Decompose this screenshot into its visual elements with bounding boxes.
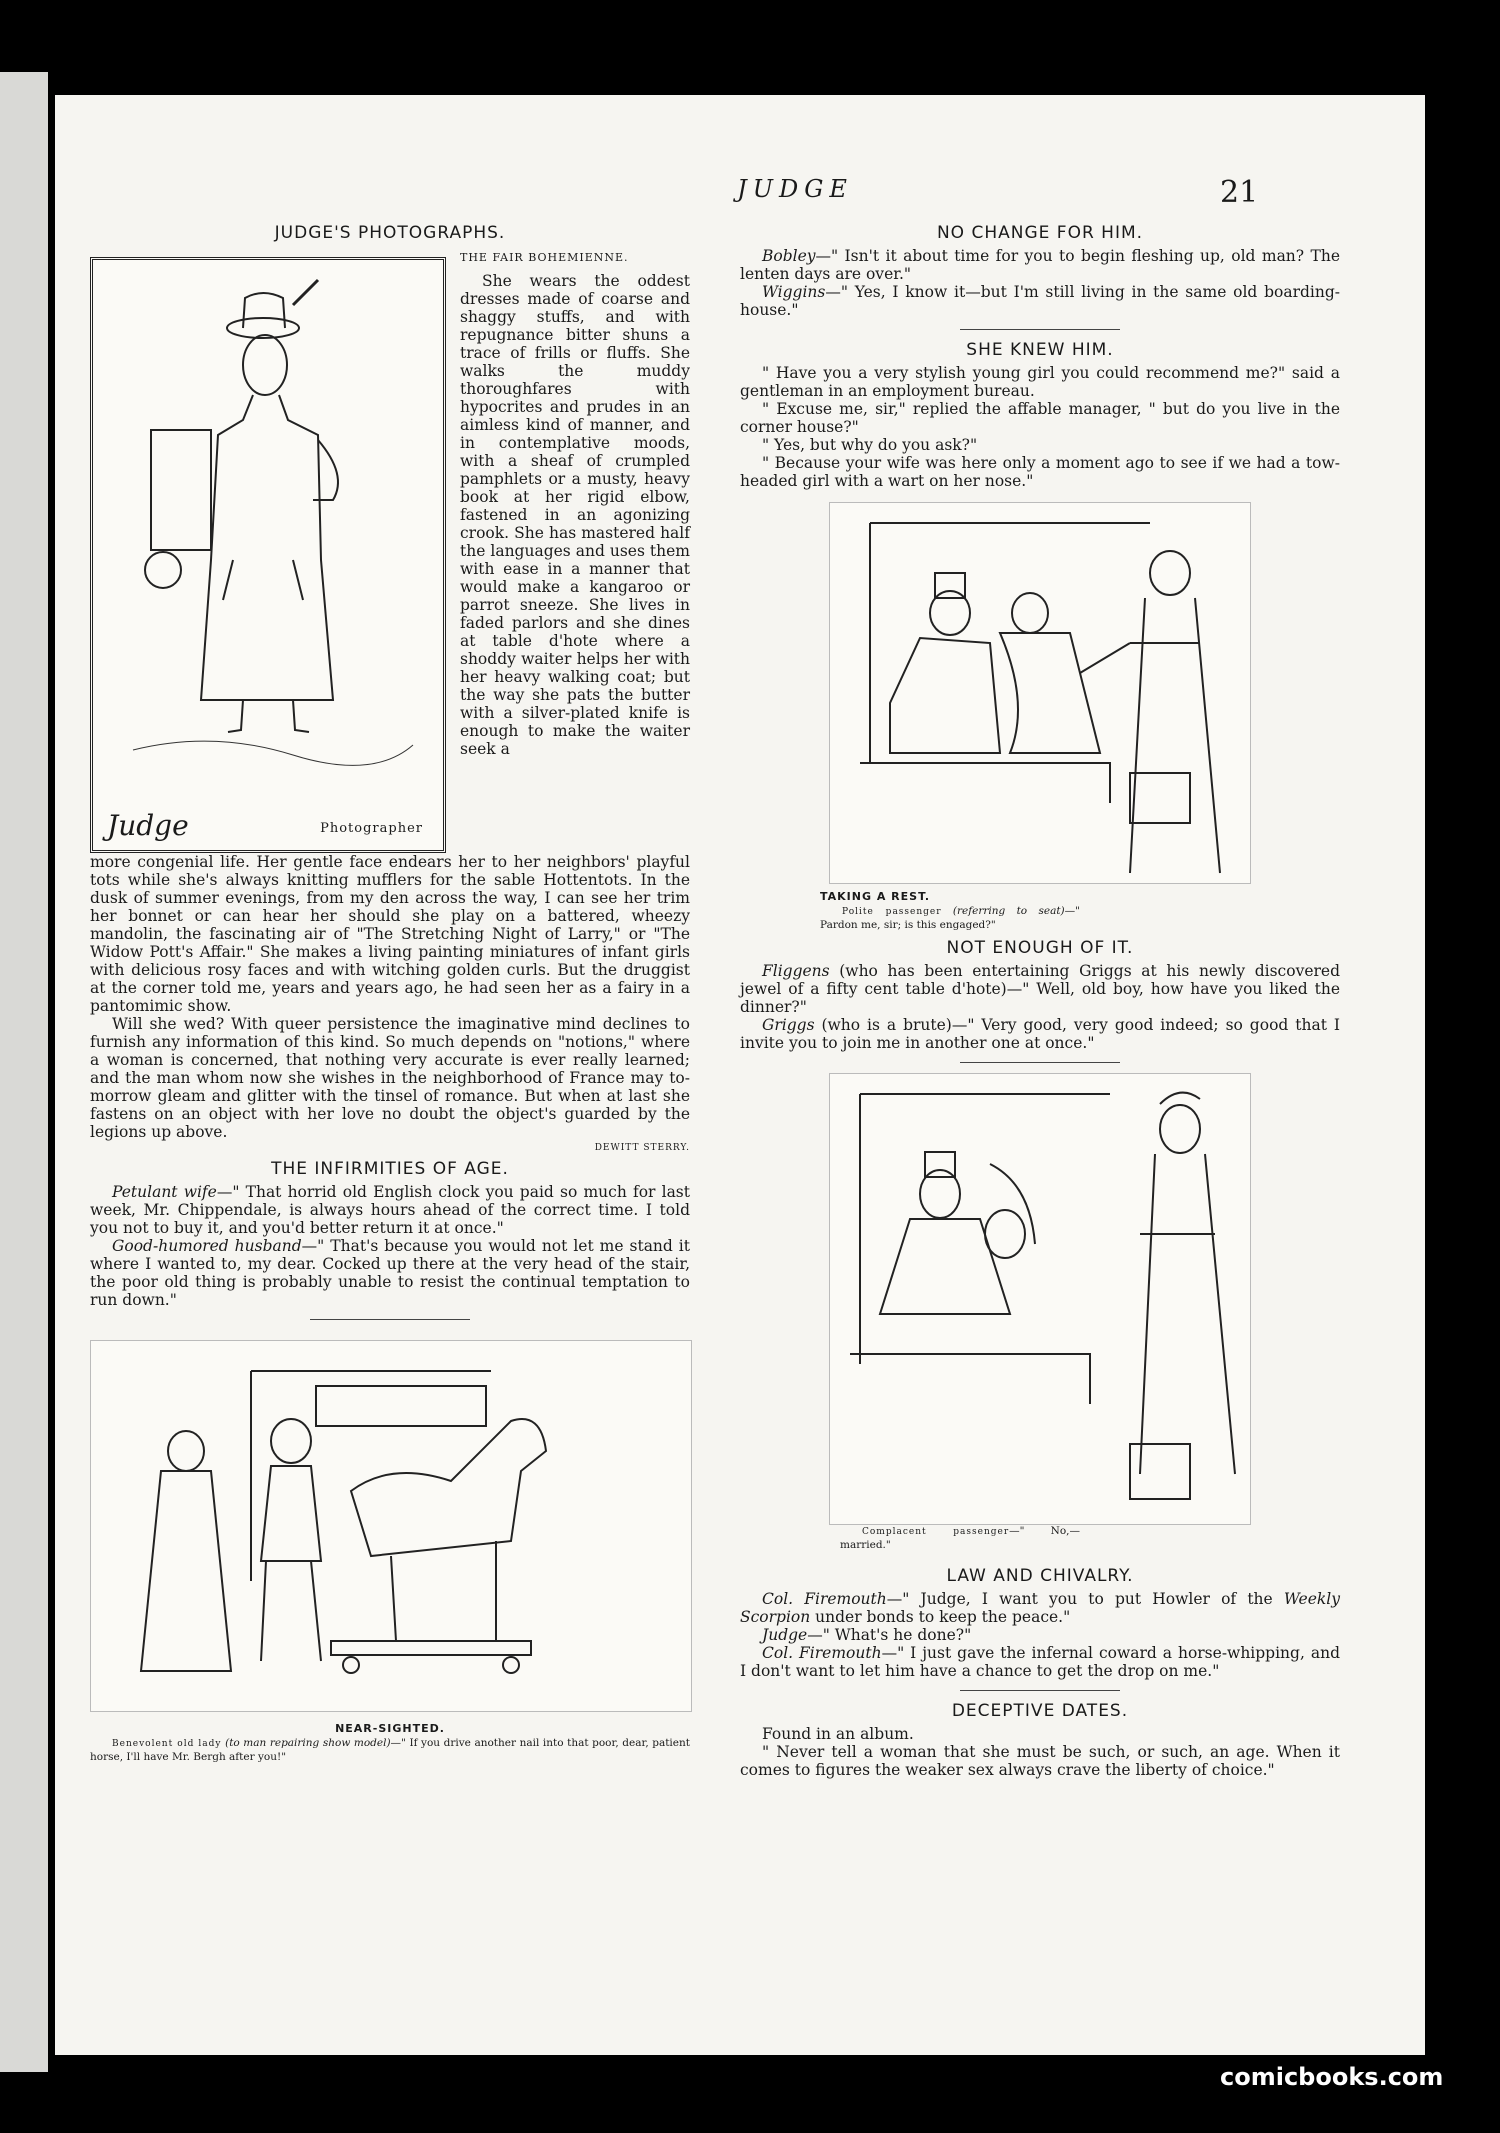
left-column — [90, 217, 690, 1764]
speaker: Fliggens — [762, 962, 830, 980]
law-chivalry-line-3 — [740, 1644, 1340, 1680]
speaker: Petulant wife — [112, 1183, 217, 1201]
she-knew-heading: SHE KNEW HIM. — [966, 340, 1114, 360]
dialogue: —" Pardon me, sir; is this engaged?" — [820, 905, 1080, 931]
law-chivalry-heading: LAW AND CHIVALRY. — [946, 1566, 1134, 1586]
dialogue: (who is a brute)—" Very good, very good indeed; so good that I invite you to join me in another one at once." — [740, 1016, 1340, 1052]
law-chivalry-line-2 — [740, 1626, 1340, 1644]
dialogue: —" If you drive another nail into that poor, dear, patient horse, I'll have Mr. Bergh after you!" — [90, 1737, 690, 1763]
no-change-heading: NO CHANGE FOR HIM. — [936, 223, 1144, 243]
complacent-caption — [840, 1525, 1080, 1552]
speaker: Judge — [762, 1626, 808, 1644]
near-sighted-title: NEAR-SIGHTED. — [335, 1722, 445, 1735]
divider — [310, 1319, 470, 1320]
speaker: Griggs — [762, 1016, 815, 1034]
deceptive-para: Found in an album. — [762, 1725, 914, 1743]
bohemienne-text: She wears the oddest dresses made of coarse and shaggy stuffs, and with repugnance bitter shuns a trace of frills or fluffs. She walks the muddy thoroughfares with hypocrites and prudes in an aimless kind of manner, and in contemplative moods, with a sheaf of crumpled pamphlets or a musty, heavy book at her rigid elbow, fastened in an agonizing crook. She has mastered half the languages and uses them with ease in a manner that would make a kangaroo or parrot sneeze. She lives in faded parlors and she dines at table d'hote where a shoddy waiter helps her with her heavy walking coat; but the way she pats the butter with a silver-plated knife is enough to make the waiter seek a — [460, 272, 690, 758]
she-knew-para: " Excuse me, sir," replied the affable manager, " but do you live in the corner house?" — [740, 400, 1340, 436]
dialogue: —" No,—married." — [840, 1525, 1080, 1551]
dialogue: under bonds to keep the peace." — [810, 1608, 1071, 1626]
complacent-figure — [740, 1073, 1340, 1525]
magazine-page — [55, 95, 1425, 2055]
photographs-heading: JUDGE'S PHOTOGRAPHS. — [274, 223, 506, 243]
photographs-subhead: THE FAIR BOHEMIENNE. — [460, 251, 629, 264]
right-column — [740, 217, 1340, 1779]
dialogue: —" Yes, I know it—but I'm still living in the same old boarding-house." — [740, 283, 1340, 319]
dialogue: —" I just gave the infernal coward a horse-whipping, and I don't want to let him have a chance to get the drop on me." — [740, 1644, 1340, 1680]
no-change-line-1 — [740, 247, 1340, 283]
photograph-card — [90, 257, 446, 853]
speaker: Benevolent old lady — [112, 1739, 222, 1749]
no-change-line-2 — [740, 283, 1340, 319]
she-knew-para: " Have you a very stylish young girl you could recommend me?" said a gentleman in an employment bureau. — [740, 364, 1340, 400]
not-enough-heading: NOT ENOUGH OF IT. — [946, 938, 1134, 958]
stage-direction: (to man repairing show model) — [225, 1737, 391, 1749]
taking-rest-title: TAKING A REST. — [820, 890, 931, 903]
speaker: Polite passenger — [842, 907, 942, 917]
dialogue: —" That's because you would not let me stand it where I wanted to, my dear. Cocked up there at the very head of the stair, the poor old thing is probably unable to resist the continual temptation to run down." — [90, 1237, 690, 1309]
bohemienne-illustration — [93, 260, 437, 790]
speaker: Good-humored husband — [112, 1237, 302, 1255]
masthead-title: JUDGE — [737, 175, 853, 203]
near-sighted-illustration — [90, 1340, 692, 1712]
dialogue: —" That horrid old English clock you paid so much for last week, Mr. Chippendale, is always hours ahead of the correct time. I told you not to buy it, and you'd better return it at once." — [90, 1183, 690, 1237]
dialogue: —" Judge, I want you to put Howler of the — [886, 1590, 1284, 1608]
speaker: Bobley — [762, 247, 816, 265]
infirmities-para-1 — [90, 1183, 690, 1237]
watermark: comicbooks.com — [1220, 2063, 1444, 2091]
dialogue: (who has been entertaining Griggs at his newly discovered jewel of a fifty cent table d'hote)—" Well, old boy, how have you liked the dinner?" — [740, 962, 1340, 1016]
card-photographer-label: Photographer — [320, 821, 423, 836]
deceptive-para: " Never tell a woman that she must be such, or such, an age. When it comes to figures the weaker sex always crave the liberty of choice." — [740, 1743, 1340, 1779]
taking-rest-illustration — [829, 502, 1251, 884]
speaker: Wiggins — [762, 283, 826, 301]
she-knew-para: " Because your wife was here only a moment ago to see if we had a tow-headed girl with a wart on her nose." — [740, 454, 1340, 490]
publication-name: Weekly Scorpion — [740, 1590, 1340, 1626]
photograph-section — [90, 247, 690, 853]
stage-direction: (referring to seat) — [952, 905, 1065, 917]
divider — [960, 1690, 1120, 1691]
taking-rest-figure — [740, 502, 1340, 884]
infirmities-para-2 — [90, 1237, 690, 1309]
complacent-illustration — [829, 1073, 1251, 1525]
taking-rest-caption — [820, 905, 1080, 932]
law-chivalry-line-1 — [740, 1590, 1340, 1626]
deceptive-heading: DECEPTIVE DATES. — [951, 1701, 1129, 1721]
bohemienne-continued-text: more congenial life. Her gentle face endears her to her neighbors' playful tots while she's always knitting mufflers for the sable Hottentots. In the dusk of summer evenings, from my den across the way, I can see her trim her bonnet or can hear her should she play on a battered, wheezy mandolin, the fascinating air of "The Stretching Night of Larry," or "The Widow Pott's Affair." She makes a living painting miniatures of infant girls with delicious rosy faces and with witching golden curls. But the druggist at the corner told me, years and years ago, he had seen her as a fairy in a pantomimic show. — [90, 853, 690, 1015]
dialogue: —" What's he done?" — [807, 1626, 972, 1644]
byline: DEWITT STERRY. — [594, 1143, 690, 1153]
speaker: Col. Firemouth — [762, 1590, 887, 1608]
speaker: Col. Firemouth — [762, 1644, 882, 1662]
she-knew-para: " Yes, but why do you ask?" — [762, 436, 978, 454]
facing-page-edge — [0, 72, 48, 2072]
speaker: Complacent passenger — [862, 1527, 1010, 1537]
taking-rest-caption-block — [820, 890, 1080, 932]
page-number: 21 — [1220, 175, 1259, 210]
bohemienne-closing-text: Will she wed? With queer persistence the imaginative mind declines to furnish any information of this kind. So much depends on "notions," where a woman is concerned, that nothing very accurate is ever really learned; and the man whom now she wishes in the neighborhood of France may to-morrow gleam and glitter with the tinsel of romance. But when at last she fastens on an object with her love no doubt the object's guarded by the legions up above. — [90, 1015, 690, 1141]
not-enough-line-2 — [740, 1016, 1340, 1052]
card-brand-logo: Judge — [107, 809, 189, 842]
dialogue: —" Isn't it about time for you to begin fleshing up, old man? The lenten days are over." — [740, 247, 1340, 283]
divider — [960, 329, 1120, 330]
infirmities-heading: THE INFIRMITIES OF AGE. — [271, 1159, 509, 1179]
near-sighted-caption — [90, 1737, 690, 1764]
photograph-side-text — [460, 247, 690, 853]
not-enough-line-1 — [740, 962, 1340, 1016]
divider — [960, 1062, 1120, 1063]
